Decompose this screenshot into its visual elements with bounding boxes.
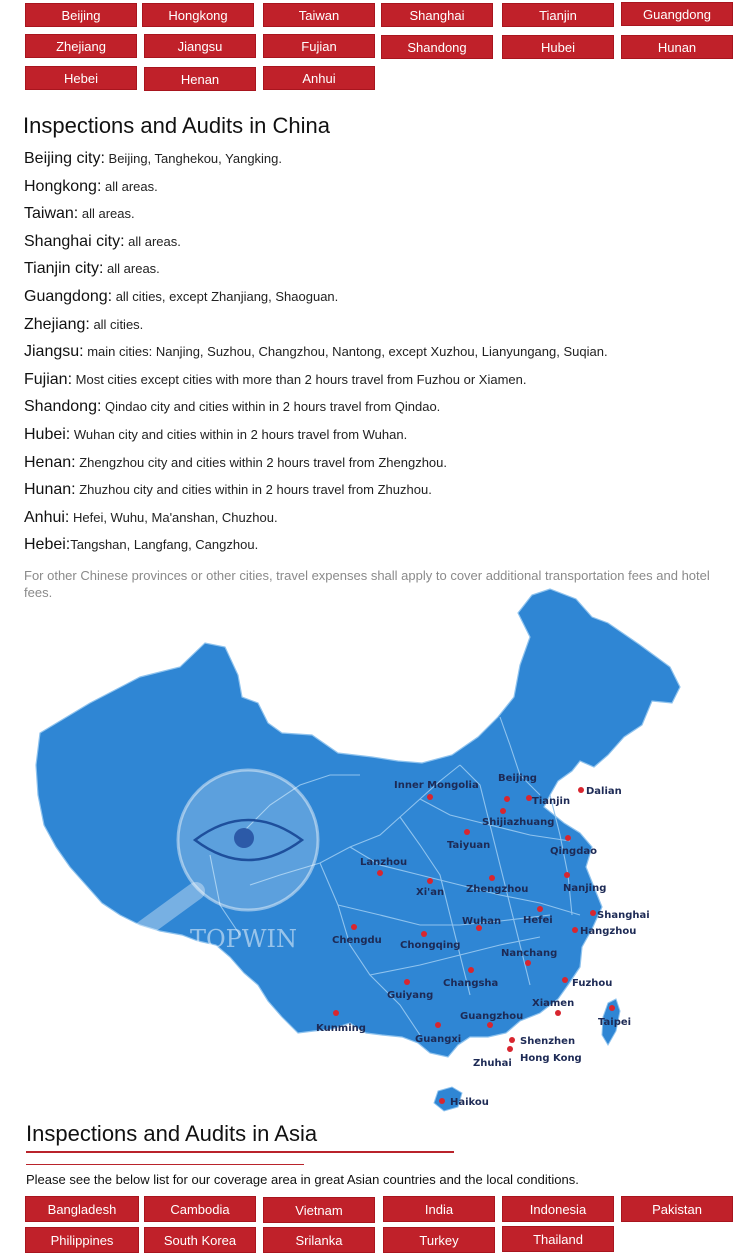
province-name: Beijing city:	[24, 150, 105, 167]
tab-thailand[interactable]: Thailand	[502, 1226, 614, 1252]
province-name: Hebei:	[24, 536, 71, 554]
title-underline	[26, 1151, 454, 1153]
city-label: Taiyuan	[447, 840, 491, 851]
city-label: Dalian	[586, 786, 622, 797]
city-label: Hefei	[523, 915, 553, 926]
coverage-row	[24, 367, 729, 395]
travel-expense-note: For other Chinese provinces or other cities, travel expenses shall apply to cover additional transportation fees and hotel fees.	[24, 568, 710, 600]
province-name: Guangdong:	[24, 287, 113, 305]
city-label: Xiamen	[532, 998, 575, 1009]
coverage-detail: all areas.	[101, 178, 158, 194]
province-name: Hongkong:	[24, 177, 102, 195]
coverage-row	[24, 174, 729, 202]
province-name: Taiwan:	[24, 205, 79, 223]
city-label: Guangzhou	[460, 1011, 524, 1022]
province-name: Henan:	[24, 453, 76, 471]
city-label: Inner Mongolia	[394, 780, 479, 791]
province-name: Tianjin city:	[24, 260, 104, 278]
coverage-row	[24, 477, 729, 505]
coverage-row	[24, 394, 729, 422]
coverage-row	[24, 422, 729, 450]
coverage-detail: all areas.	[78, 206, 135, 222]
province-name: Zhejiang:	[24, 315, 90, 333]
coverage-detail: main cities: Nanjing, Suzhou, Changzhou, Nantong, except Xuzhou, Lianyungang, Suqian.	[83, 344, 608, 360]
coverage-row	[24, 201, 729, 229]
coverage-detail: all cities.	[89, 316, 144, 332]
tab-tianjin[interactable]: Tianjin	[502, 3, 614, 27]
coverage-detail: Beijing, Tanghekou, Yangking.	[104, 151, 283, 166]
city-label: Guiyang	[387, 990, 434, 1001]
coverage-row	[24, 229, 729, 257]
province-name: Shandong:	[24, 398, 102, 416]
province-name: Hunan:	[24, 481, 76, 499]
city-label: Guangxi	[415, 1034, 462, 1045]
coverage-detail: Wuhan city and cities within in 2 hours travel from Wuhan.	[70, 426, 408, 442]
asia-coverage-text: Please see the below list for our coverage area in great Asian countries and the local conditions.	[26, 1172, 579, 1187]
coverage-row	[24, 450, 729, 478]
coverage-detail: all cities, except Zhanjiang, Shaoguan.	[112, 288, 339, 304]
tab-pakistan[interactable]: Pakistan	[621, 1196, 733, 1222]
tab-hongkong[interactable]: Hongkong	[142, 3, 254, 27]
coverage-row	[24, 532, 729, 560]
coverage-detail: Qindao city and cities within in 2 hours travel from Qindao.	[101, 399, 441, 415]
tab-beijing[interactable]: Beijing	[25, 3, 137, 27]
province-name: Anhui:	[24, 508, 70, 526]
city-label: Shanghai	[597, 910, 650, 921]
asia-section-title: Inspections and Audits in Asia	[26, 1121, 318, 1146]
tab-henan[interactable]: Henan	[144, 67, 256, 91]
city-label: Haikou	[450, 1097, 489, 1108]
coverage-detail: Tangshan, Langfang, Cangzhou.	[70, 537, 259, 553]
tab-fujian[interactable]: Fujian	[263, 34, 375, 58]
city-label: Taipei	[598, 1017, 632, 1028]
city-label: Chengdu	[332, 935, 382, 946]
city-label: Shijiazhuang	[482, 817, 555, 828]
province-name: Shanghai city:	[24, 232, 125, 250]
province-name: Fujian:	[24, 370, 73, 388]
divider	[26, 1164, 304, 1165]
city-label: Zhuhai	[473, 1058, 512, 1069]
tab-shandong[interactable]: Shandong	[381, 35, 493, 59]
tab-cambodia[interactable]: Cambodia	[144, 1196, 256, 1222]
province-name: Hubei:	[24, 425, 71, 443]
city-label: Hong Kong	[520, 1053, 582, 1064]
coverage-detail: Most cities except cities with more than 2 hours travel from Fuzhou or Xiamen.	[72, 371, 527, 387]
city-label: Shenzhen	[520, 1036, 576, 1047]
city-label: Beijing	[498, 773, 537, 784]
tab-south-korea[interactable]: South Korea	[144, 1227, 256, 1253]
tab-hebei[interactable]: Hebei	[25, 66, 137, 90]
coverage-detail: Zhengzhou city and cities within 2 hours travel from Zhengzhou.	[75, 454, 448, 470]
city-label: Kunming	[316, 1023, 366, 1034]
province-name: Jiangsu:	[24, 343, 84, 361]
city-label: Changsha	[443, 978, 499, 989]
tab-anhui[interactable]: Anhui	[263, 66, 375, 90]
coverage-row	[24, 339, 729, 367]
coverage-list	[24, 146, 729, 560]
tab-turkey[interactable]: Turkey	[383, 1227, 495, 1253]
china-section-title: Inspections and Audits in China	[23, 113, 330, 138]
tab-jiangsu[interactable]: Jiangsu	[144, 34, 256, 58]
coverage-row	[24, 146, 729, 174]
coverage-row	[24, 505, 729, 533]
tab-hunan[interactable]: Hunan	[621, 35, 733, 59]
coverage-detail: all areas.	[103, 261, 160, 277]
tab-bangladesh[interactable]: Bangladesh	[25, 1196, 139, 1222]
city-label: Nanjing	[563, 883, 607, 894]
city-label: Nanchang	[501, 948, 558, 959]
city-label: Lanzhou	[360, 857, 408, 868]
city-label: Wuhan	[462, 916, 502, 927]
coverage-detail: Zhuzhou city and cities within in 2 hours travel from Zhuzhou.	[75, 482, 432, 498]
city-label: Hangzhou	[580, 926, 637, 937]
city-label: Xi'an	[416, 887, 445, 898]
tab-guangdong[interactable]: Guangdong	[621, 2, 733, 26]
china-coverage-map	[20, 585, 720, 1115]
topwin-watermark: TOPWIN	[190, 925, 297, 953]
tab-taiwan[interactable]: Taiwan	[263, 3, 375, 27]
coverage-detail: all areas.	[124, 233, 181, 249]
city-label: Chongqing	[400, 940, 461, 951]
tab-indonesia[interactable]: Indonesia	[502, 1196, 614, 1222]
tab-shanghai[interactable]: Shanghai	[381, 3, 493, 27]
coverage-row	[24, 284, 729, 312]
coverage-row	[24, 256, 729, 284]
tab-philippines[interactable]: Philippines	[25, 1227, 139, 1253]
city-label: Qingdao	[550, 846, 597, 857]
city-label: Zhengzhou	[466, 884, 529, 895]
tab-srilanka[interactable]: Srilanka	[263, 1227, 375, 1253]
tab-india[interactable]: India	[383, 1196, 495, 1222]
tab-vietnam[interactable]: Vietnam	[263, 1197, 375, 1223]
tab-hubei[interactable]: Hubei	[502, 35, 614, 59]
tab-zhejiang[interactable]: Zhejiang	[25, 34, 137, 58]
coverage-detail: Hefei, Wuhu, Ma'anshan, Chuzhou.	[69, 509, 278, 525]
coverage-row	[24, 312, 729, 340]
city-label: Tianjin	[532, 796, 571, 807]
city-label: Fuzhou	[572, 978, 613, 989]
